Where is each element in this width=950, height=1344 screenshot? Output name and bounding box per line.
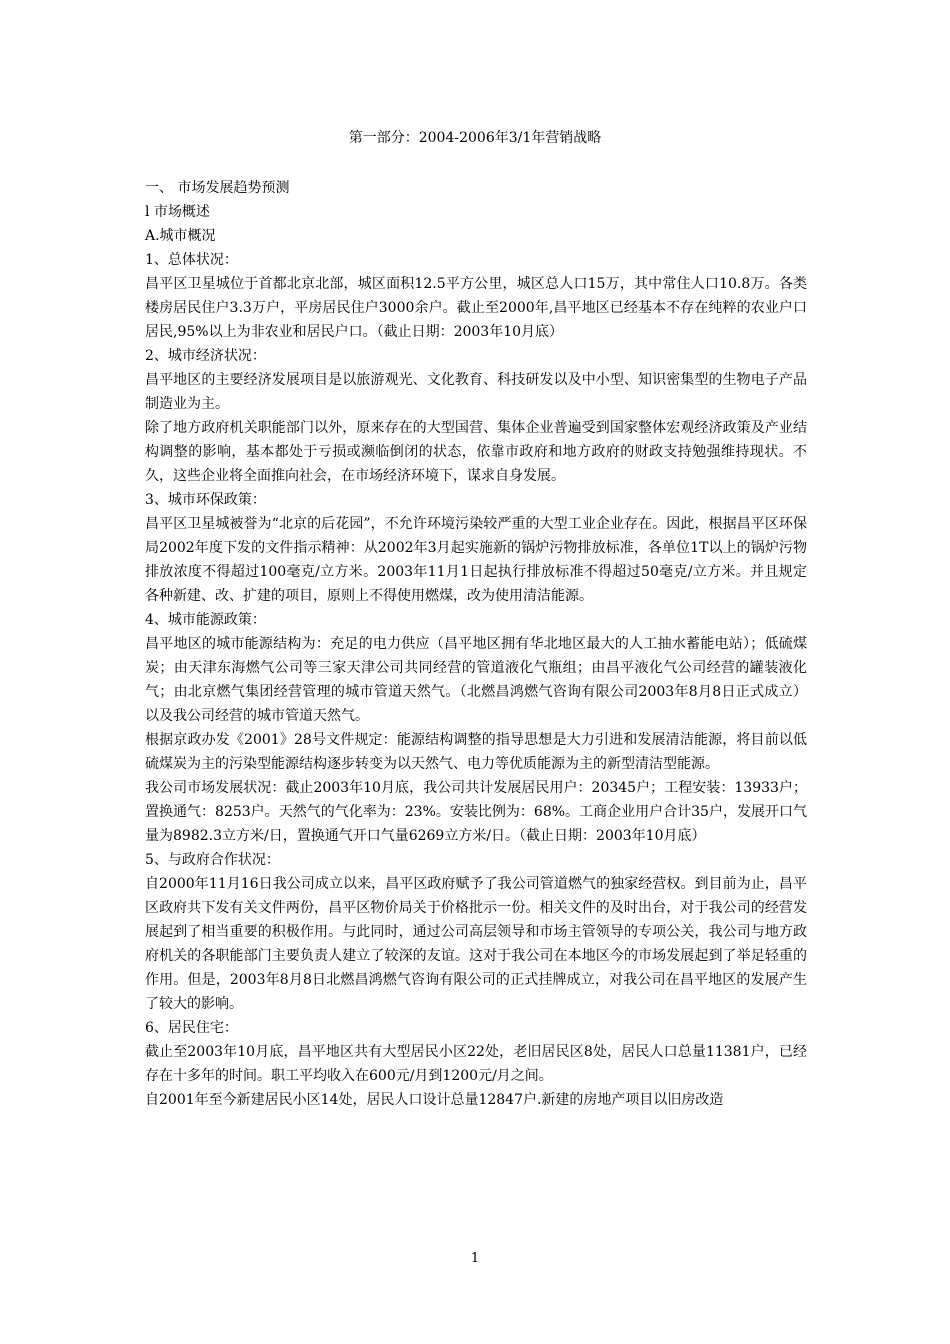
subsection-heading: A.城市概况 bbox=[145, 228, 216, 244]
item-heading: 4、城市能源政策： bbox=[145, 612, 266, 628]
paragraph: 根据京政办发《2001》28号文件规定：能源结构调整的指导思想是大力引进和发展清洁能源，将目前以低硫煤炭为主的污染型能源结构逐步转变为以天然气、电力等优质能源为主的新型清洁型能源。 bbox=[145, 732, 807, 772]
subsection-heading: l 市场概述 bbox=[145, 204, 210, 220]
item-heading: 5、与政府合作状况： bbox=[145, 852, 280, 868]
paragraph: 昌平地区的主要经济发展项目是以旅游观光、文化教育、科技研发以及中小型、知识密集型的生物电子产品制造业为主。 bbox=[145, 372, 807, 412]
item-heading: 1、总体状况： bbox=[145, 252, 238, 268]
paragraph: 昌平区卫星城位于首都北京北部，城区面积12.5平方公里，城区总人口15万，其中常住人口10.8万。各类楼房居民住户3.3万户，平房居民住户3000余户。截止至2000年,昌平地区已经基本不存在纯粹的农业户口居民,95%以上为非农业和居民户口。（截止日期：2003年10月底） bbox=[145, 276, 807, 340]
paragraph: 我公司市场发展状况：截止2003年10月底，我公司共计发展居民用户：20345户；工程安装：13933户；置换通气：8253户。天然气的气化率为：23%。安装比例为：68%。工商企业用户合计35户，发展开口气量为8982.3立方米/日，置换通气开口气量6269立方米/日。（截止日期：2003年10月底） bbox=[145, 780, 807, 844]
paragraph: 自2000年11月16日我公司成立以来，昌平区政府赋予了我公司管道燃气的独家经营权。到目前为止，昌平区政府共下发有关文件两份，昌平区物价局关于价格批示一份。相关文件的及时出台，对于我公司的经营发展起到了相当重要的积极作用。与此同时，通过公司高层领导和市场主管领导的专项公关，我公司与地方政府机关的各职能部门主要负责人建立了较深的友谊。这对于我公司在本地区今的市场发展起到了举足轻重的作用。但是，2003年8月8日北燃昌鸿燃气咨询有限公司的正式挂牌成立，对我公司在昌平地区的发展产生了较大的影响。 bbox=[145, 876, 807, 1012]
paragraph: 自2001年至今新建居民小区14处，居民人口设计总量12847户.新建的房地产项目以旧房改造 bbox=[145, 1092, 724, 1108]
item-heading: 2、城市经济状况： bbox=[145, 348, 266, 364]
paragraph: 截止至2003年10月底，昌平地区共有大型居民小区22处，老旧居民区8处，居民人口总量11381户，已经存在十多年的时间。职工平均收入在600元/月到1200元/月之间。 bbox=[145, 1044, 807, 1084]
document-title: 第一部分：2004-2006年3/1年营销战略 bbox=[348, 130, 602, 146]
page-number: 1 bbox=[470, 1251, 480, 1266]
section-heading: 一、 市场发展趋势预测 bbox=[145, 180, 290, 196]
item-heading: 6、居民住宅： bbox=[145, 1020, 238, 1036]
paragraph: 昌平区卫星城被誉为“北京的后花园”，不允许环境污染较严重的大型工业企业存在。因此，根据昌平区环保局2002年度下发的文件指示精神：从2002年3月起实施新的锅炉污物排放标准，各单位1T以上的锅炉污物排放浓度不得超过100毫克/立方米。2003年11月1日起执行排放标准不得超过50毫克/立方米。并且规定各种新建、改、扩建的项目，原则上不得使用燃煤，改为使用清洁能源。 bbox=[145, 516, 807, 604]
document-body bbox=[145, 176, 807, 1112]
paragraph: 昌平地区的城市能源结构为：充足的电力供应（昌平地区拥有华北地区最大的人工抽水蓄能电站）；低硫煤炭；由天津东海燃气公司等三家天津公司共同经营的管道液化气瓶组；由昌平液化气公司经营的罐装液化气；由北京燃气集团经营管理的城市管道天然气。（北燃昌鸿燃气咨询有限公司2003年8月8日正式成立）以及我公司经营的城市管道天然气。 bbox=[145, 636, 807, 724]
item-heading: 3、城市环保政策： bbox=[145, 492, 266, 508]
paragraph: 除了地方政府机关职能部门以外，原来存在的大型国营、集体企业普遍受到国家整体宏观经济政策及产业结构调整的影响，基本都处于亏损或濒临倒闭的状态，依靠市政府和地方政府的财政支持勉强维持现状。不久，这些企业将全面推向社会，在市场经济环境下，谋求自身发展。 bbox=[145, 420, 807, 484]
